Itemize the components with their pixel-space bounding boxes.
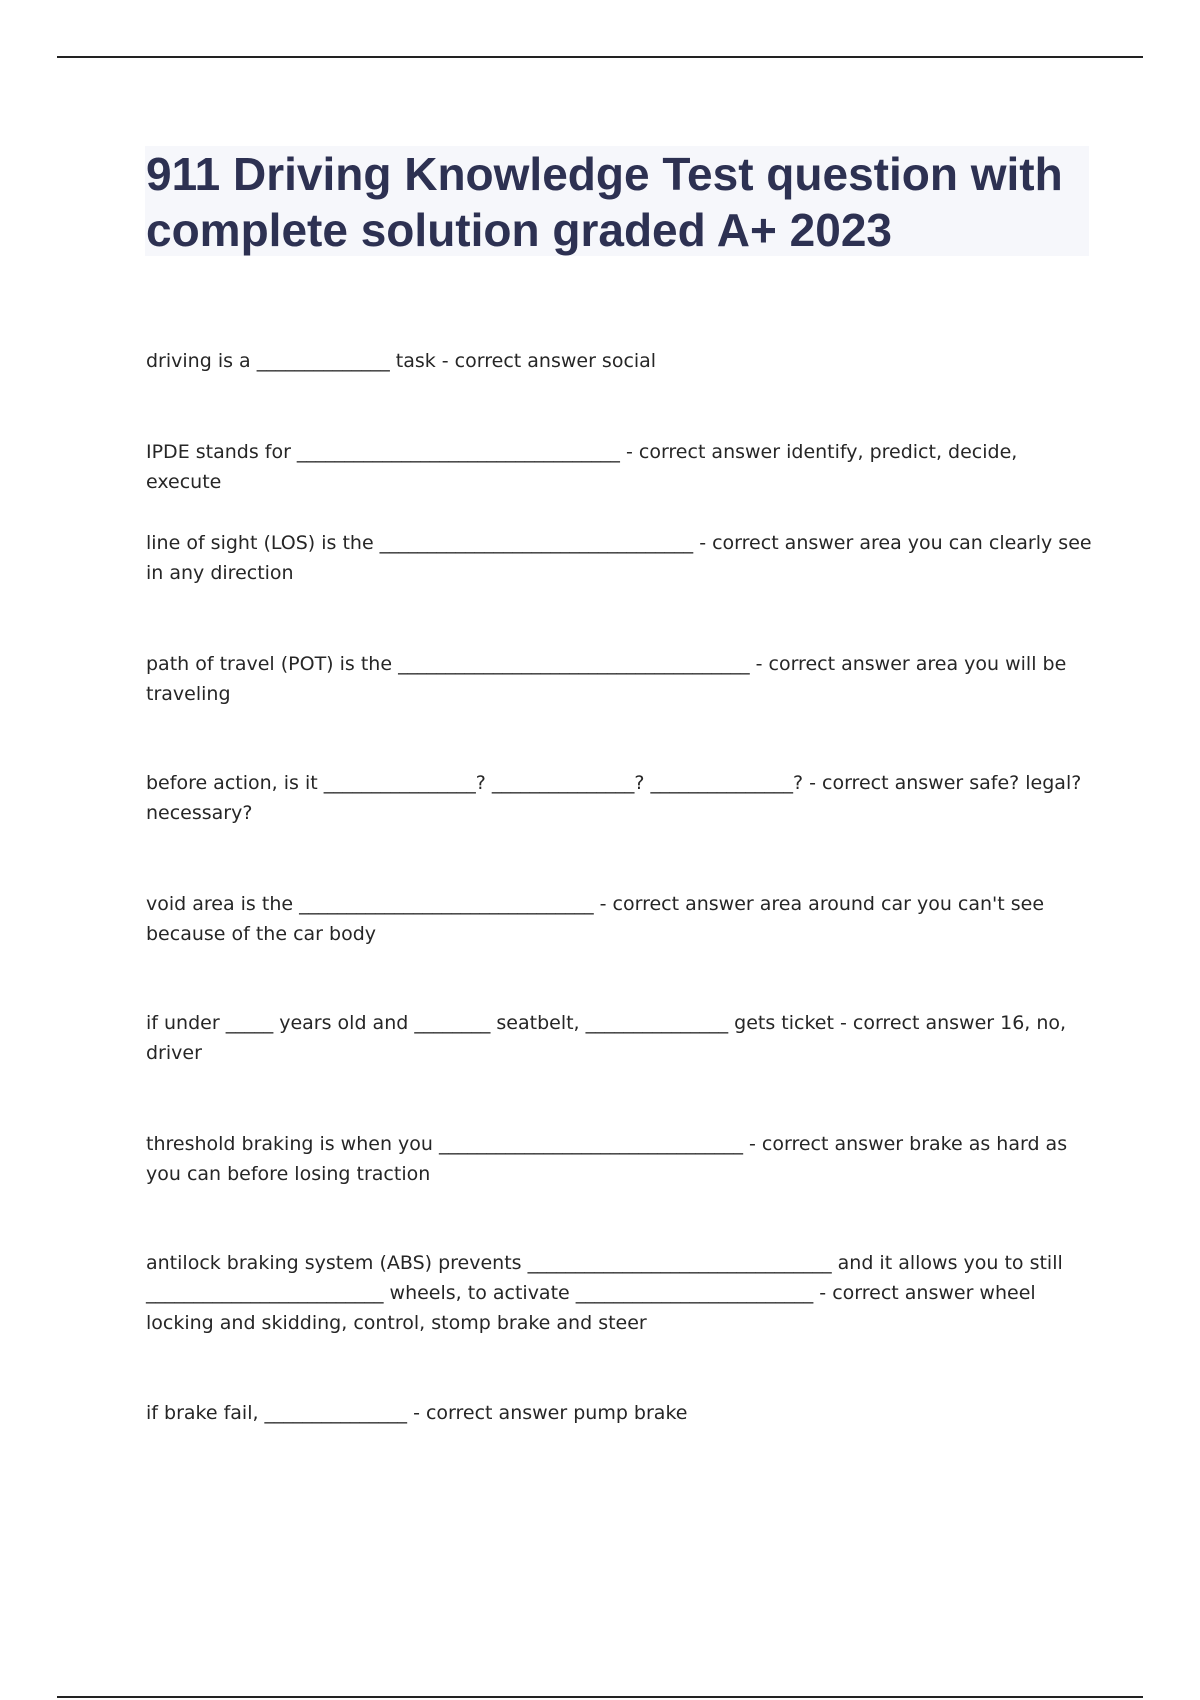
question-item: antilock braking system (ABS) prevents ________________________________ and it allows you to still _________________________ wheels, to activate _________________________ - correct answer wheel locking and skidding, control, stomp brake and steer — [146, 1252, 1069, 1334]
question-item: void area is the _______________________________ - correct answer area around car you can't see because of the car body — [146, 893, 1051, 945]
document-title: 911 Driving Knowledge Test question with complete solution graded A+ 2023 — [146, 148, 1063, 256]
question-item: threshold braking is when you ________________________________ - correct answer brake as hard as you can before losing traction — [146, 1133, 1074, 1185]
question-item: line of sight (LOS) is the _________________________________ - correct answer area you can clearly see in any direction — [146, 532, 1098, 584]
question-item: before action, is it ________________? _______________? _______________? - correct answer safe? legal? necessary? — [146, 772, 1088, 824]
question-item: path of travel (POT) is the _____________________________________ - correct answer area you will be traveling — [146, 653, 1073, 705]
question-item: if brake fail, _______________ - correct answer pump brake — [146, 1402, 688, 1424]
question-item: IPDE stands for __________________________________ - correct answer identify, predict, decide, execute — [146, 441, 1024, 493]
top-divider — [57, 56, 1143, 58]
question-item: if under _____ years old and ________ seatbelt, _______________ gets ticket - correct answer 16, no, driver — [146, 1012, 1073, 1064]
question-item: driving is a ______________ task - correct answer social — [146, 350, 657, 372]
bottom-divider — [57, 1696, 1143, 1698]
